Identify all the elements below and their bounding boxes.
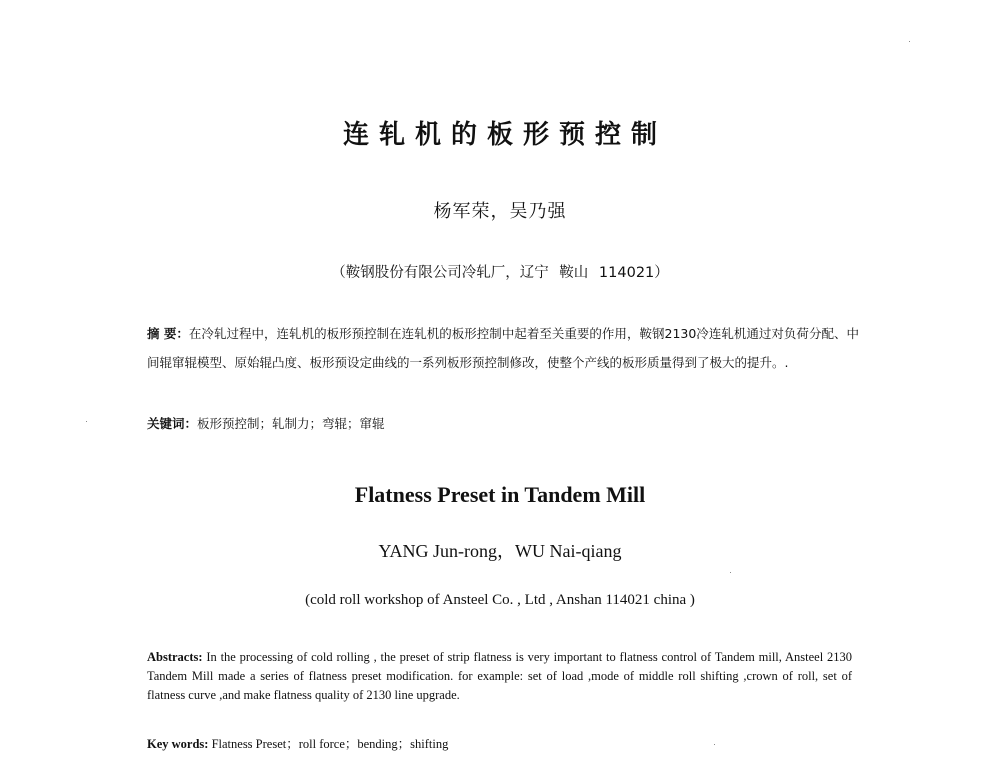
chinese-affiliation: （鞍钢股份有限公司冷轧厂，辽宁 鞍山 114021） [331,265,669,281]
chinese-abstract-label: 摘 要： [147,326,189,341]
english-authors: YANG Jun-rong，WU Nai-qiang [378,541,622,561]
english-keywords-label: Key words: [147,737,209,751]
scan-speck [730,572,731,573]
scan-speck [909,41,910,42]
english-abstract-text: In the processing of cold rolling , the preset of strip flatness is very important to flatness control of Tandem mill, Ansteel 2130 Tandem Mill made a series of flatness preset modification. for example: set of load ,mode of middle roll shifting ,crown of roll, set of flatness curve ,and make flatness quality of 2130 line upgrade. [147,650,852,702]
english-title: Flatness Preset in Tandem Mill [354,482,646,507]
chinese-keywords-label: 关键词： [147,416,198,431]
english-keywords-text: Flatness Preset；roll force；bending；shifting [208,737,449,751]
chinese-abstract [147,319,859,377]
chinese-abstract-text: 在冷轧过程中，连轧机的板形预控制在连轧机的板形控制中起着至关重要的作用，鞍钢2130冷连轧机通过对负荷分配、中间辊窜辊模型、原始辊凸度、板形预设定曲线的一系列板形预控制修改，使整个产线的板形质量得到了极大的提升。. [147,326,859,370]
english-abstract [147,648,852,705]
english-affiliation: (cold roll workshop of Ansteel Co. , Ltd , Anshan 114021 china ) [305,592,695,608]
chinese-keywords [147,414,385,432]
chinese-authors: 杨军荣，吴乃强 [433,201,567,222]
english-keywords [147,734,448,752]
chinese-title: 连轧机的板形预控制 [342,120,667,150]
scan-speck [86,421,87,422]
chinese-keywords-text: 板形预控制；轧制力；弯辊；窜辊 [197,416,385,431]
scan-speck [714,744,715,745]
english-abstract-label: Abstracts: [147,650,203,664]
